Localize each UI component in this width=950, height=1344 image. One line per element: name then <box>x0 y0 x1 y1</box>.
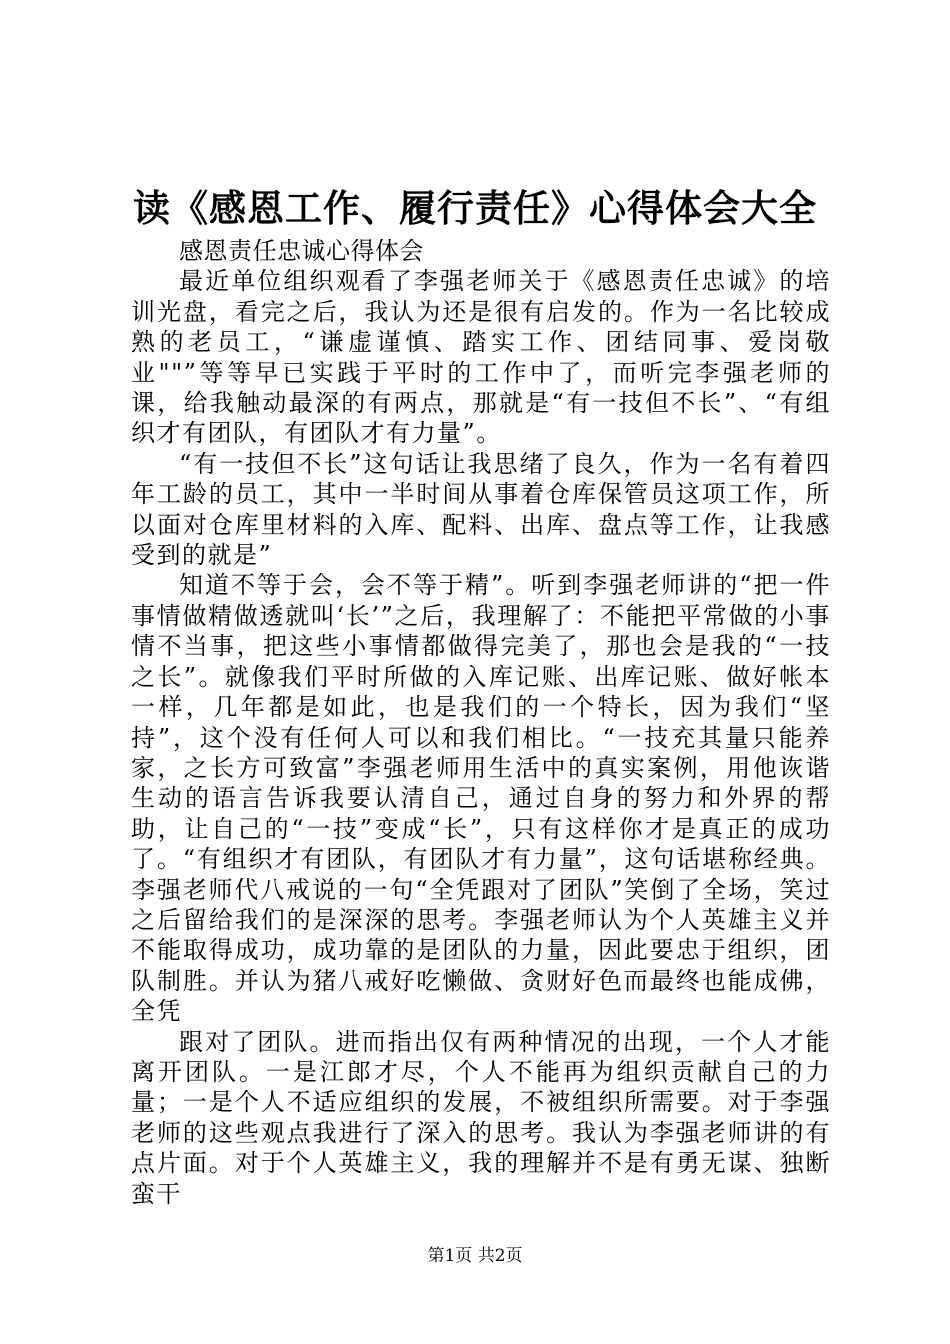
paragraph-subtitle: 感恩责任忠诚心得体会 <box>179 237 424 265</box>
paragraph: 知道不等于会，会不等于精”。听到李强老师讲的“把一件事情做精做透就叫‘长’”之后，我理解了：不能把平常做的小事情不当事，把这些小事情都做得完美了，那也会是我的“一技之长”。就像我们平时所做的入库记账、出库记账、做好帐本一样，几年都是如此，也是我们的一个特长，因为我们“坚持”，这个没有任何人可以和我们相比。“一技充其量只能养家，之长方可致富”李强老师用生活中的真实案例，用他诙谐生动的语言告诉我要认清自己，通过自身的努力和外界的帮助，让自己的“一技”变成“长”，只有这样你才是真正的成功了。“有组织才有团队，有团队才有力量”，这句话堪称经典。李强老师代八戒说的一句“全凭跟对了团队”笑倒了全场，笑过之后留给我们的是深深的思考。李强老师认为个人英雄主义并不能取得成功，成功靠的是团队的力量，因此要忠于组织，团队制胜。并认为猪八戒好吃懒做、贪财好色而最终也能成佛，全凭 <box>131 571 831 1026</box>
document-body <box>131 236 831 1209</box>
paragraph: “有一技但不长”这句话让我思绪了良久，作为一名有着四年工龄的员工，其中一半时间从事着仓库保管员这项工作，所以面对仓库里材料的入库、配料、出库、盘点等工作，让我感受到的就是” <box>131 449 831 570</box>
paragraph: 跟对了团队。进而指出仅有两种情况的出现，一个人才能离开团队。一是江郎才尽，个人不能再为组织贡献自己的力量；一是个人不适应组织的发展，不被组织所需要。对于李强老师的这些观点我进行了深入的思考。我认为李强老师讲的有点片面。对于个人英雄主义，我的理解并不是有勇无谋、独断蛮干 <box>131 1027 831 1208</box>
paragraph: 最近单位组织观看了李强老师关于《感恩责任忠诚》的培训光盘，看完之后，我认为还是很有启发的。作为一名比较成熟的老员工，“谦虚谨慎、踏实工作、团结同事、爱岗敬业""”等等早已实践于平时的工作中了，而听完李强老师的课，给我触动最深的有两点，那就是“有一技但不长”、“有组织才有团队，有团队才有力量”。 <box>131 267 831 448</box>
document-title: 读《感恩工作、履行责任》心得体会大全 <box>133 186 817 230</box>
page-number-footer: 第1页 共2页 <box>427 1246 523 1266</box>
